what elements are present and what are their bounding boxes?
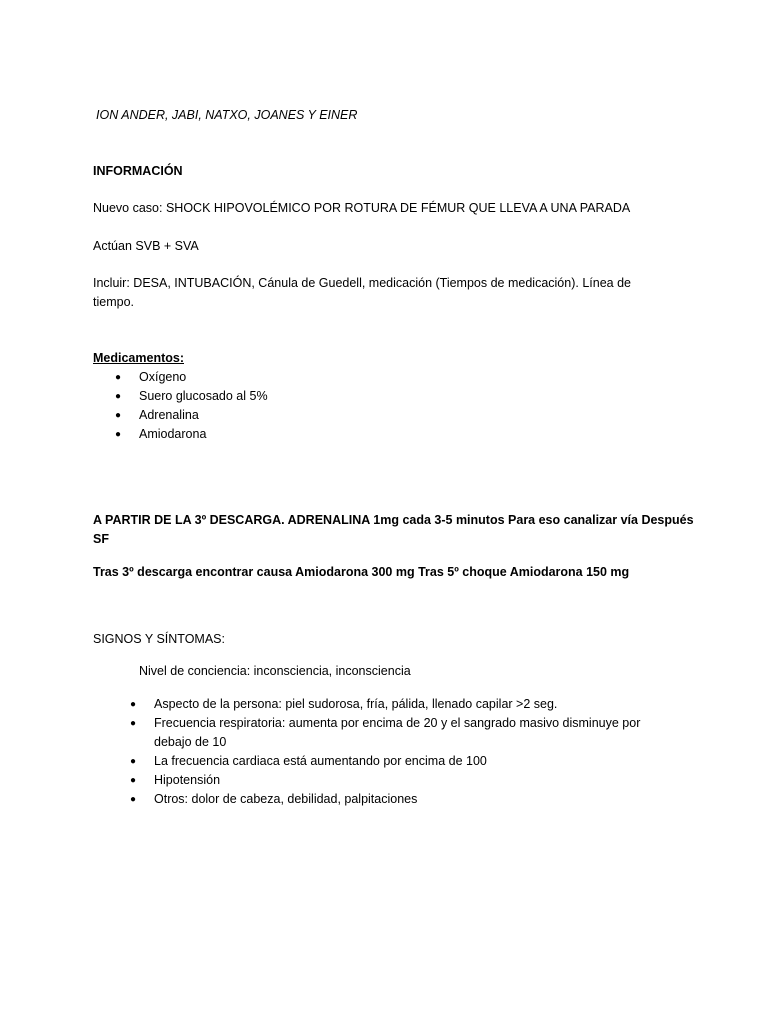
sign-item: Frecuencia respiratoria: aumenta por encima de 20 y el sangrado masivo disminuye por debajo de 10 [154, 716, 641, 749]
bullet-icon: ● [130, 756, 137, 767]
protocol-line-1: A PARTIR DE LA 3º DESCARGA. ADRENALINA 1mg cada 3-5 minutos Para eso canalizar vía Después [93, 513, 694, 527]
sign-item: Aspecto de la persona: piel sudorosa, fría, pálida, llenado capilar >2 seg. [154, 697, 558, 711]
actuan-line: Actúan SVB + SVA [93, 239, 199, 253]
bullet-icon: ● [130, 699, 137, 710]
medications-heading: Medicamentos: [93, 351, 184, 365]
incluir-line-2: tiempo. [93, 295, 134, 309]
bullet-icon: ● [115, 429, 122, 440]
sign-item: Hipotensión [154, 773, 221, 787]
medication-item: Suero glucosado al 5% [139, 389, 268, 403]
authors-line: ION ANDER, JABI, NATXO, JOANES Y EINER [96, 108, 358, 122]
bullet-icon: ● [115, 372, 122, 383]
medication-item: Oxígeno [139, 370, 187, 384]
medication-item: Amiodarona [139, 427, 207, 441]
signs-heading: SIGNOS Y SÍNTOMAS: [93, 632, 225, 646]
protocol-amiodarona-line: Tras 3º descarga encontrar causa Amiodarona 300 mg Tras 5º choque Amiodarona 150 mg [93, 565, 630, 579]
consciousness-line: Nivel de conciencia: inconsciencia, inconsciencia [139, 664, 411, 678]
sign-item: La frecuencia cardiaca está aumentando por encima de 100 [154, 754, 487, 768]
info-heading: INFORMACIÓN [93, 164, 183, 178]
bullet-icon: ● [115, 391, 122, 402]
bullet-icon: ● [130, 775, 137, 786]
medication-item: Adrenalina [139, 408, 199, 422]
incluir-line-1: Incluir: DESA, INTUBACIÓN, Cánula de Guedell, medicación (Tiempos de medicación). Línea de [93, 276, 631, 290]
protocol-line-2: SF [93, 532, 109, 546]
bullet-icon: ● [130, 718, 137, 729]
bullet-icon: ● [130, 794, 137, 805]
new-case-line: Nuevo caso: SHOCK HIPOVOLÉMICO POR ROTURA DE FÉMUR QUE LLEVA A UNA PARADA [93, 201, 631, 215]
bullet-icon: ● [115, 410, 122, 421]
sign-item: Otros: dolor de cabeza, debilidad, palpitaciones [154, 792, 418, 806]
